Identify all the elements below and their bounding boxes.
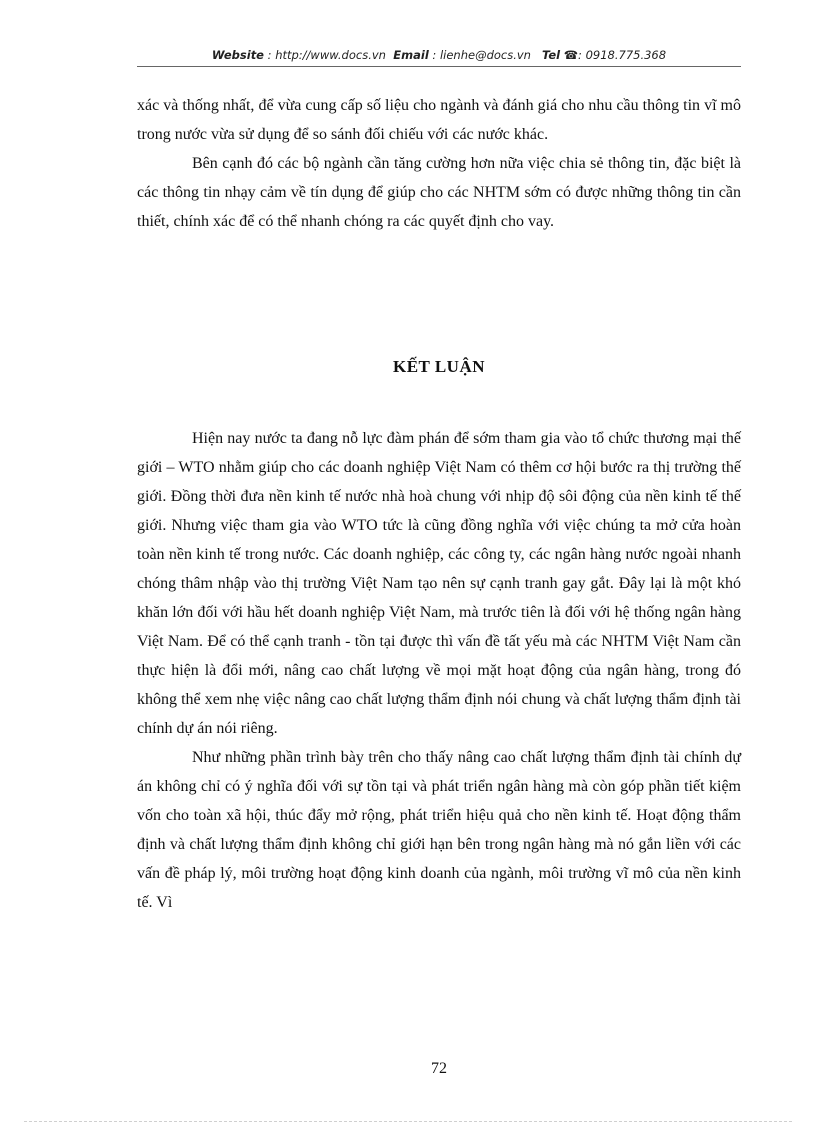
paragraph-information-sharing: Bên cạnh đó các bộ ngành cần tăng cường hơn nữa việc chia sẻ thông tin, đặc biệt là các thông tin nhạy cảm về tín dụng để giúp cho các NHTM sớm có được những thông tin cần thiết, chính xác để có thể nhanh chóng ra các quyết định cho vay. (137, 155, 741, 230)
tel-value: : 0918.775.368 (578, 48, 667, 62)
paragraph-continuation: xác và thống nhất, để vừa cung cấp số liệu cho ngành và đánh giá cho nhu cầu thông tin vĩ mô trong nước vừa sử dụng để so sánh đối chiếu với các nước khác. (137, 97, 741, 143)
phone-icon: ☎ (563, 48, 579, 62)
website-separator: : (264, 48, 276, 62)
website-url-link[interactable]: http://www.docs.vn (275, 48, 386, 62)
conclusion-section (137, 424, 741, 917)
page-header (137, 48, 741, 62)
email-label: Email (393, 48, 429, 62)
website-label: Website (211, 48, 264, 62)
email-separator: : (428, 48, 440, 62)
tel-label: Tel (541, 48, 561, 62)
conclusion-title: KẾT LUẬN (392, 357, 485, 376)
page-number: 72 (431, 1060, 447, 1077)
conclusion-paragraph-2: Như những phần trình bày trên cho thấy nâng cao chất lượng thẩm định tài chính dự án không chỉ có ý nghĩa đối với sự tồn tại và phát triển ngân hàng mà còn góp phần tiết kiệm vốn cho toàn xã hội, thúc đẩy mở rộng, phát triển hiệu quả cho nền kinh tế. Hoạt động thẩm định và chất lượng thẩm định không chỉ giới hạn bên trong ngân hàng mà nó gắn liền với các vấn đề pháp lý, môi trường hoạt động kinh doanh của ngành, môi trường vĩ mô của nền kinh tế. Vì (137, 749, 741, 911)
conclusion-paragraph-1: Hiện nay nước ta đang nỗ lực đàm phán để sớm tham gia vào tổ chức thương mại thế giới – WTO nhằm giúp cho các doanh nghiệp Việt Nam có thêm cơ hội bước ra thị trường thế giới. Đồng thời đưa nền kinh tế nước nhà hoà chung với nhịp độ sôi động của nền kinh tế thế giới. Nhưng việc tham gia vào WTO tức là cũng đồng nghĩa với việc chúng ta mở cửa hoàn toàn nền kinh tế trong nước. Các doanh nghiệp, các công ty, các ngân hàng nước ngoài nhanh chóng thâm nhập vào thị trường Việt Nam tạo nên sự cạnh tranh gay gắt. Đây lại là một khó khăn lớn đối với hầu hết doanh nghiệp Việt Nam, mà trước tiên là đối với hệ thống ngân hàng Việt Nam. Để có thể cạnh tranh - tồn tại được thì vấn đề tất yếu mà các NHTM Việt Nam cần thực hiện là đổi mới, nâng cao chất lượng về mọi mặt hoạt động của ngân hàng, trong đó không thể xem nhẹ việc nâng cao chất lượng thẩm định nói chung và chất lượng thẩm định tài chính dự án nói riêng. (137, 430, 741, 737)
header-divider (137, 66, 741, 67)
email-link[interactable]: lienhe@docs.vn (439, 48, 531, 62)
footer-divider (24, 1121, 792, 1122)
top-section (137, 91, 741, 236)
